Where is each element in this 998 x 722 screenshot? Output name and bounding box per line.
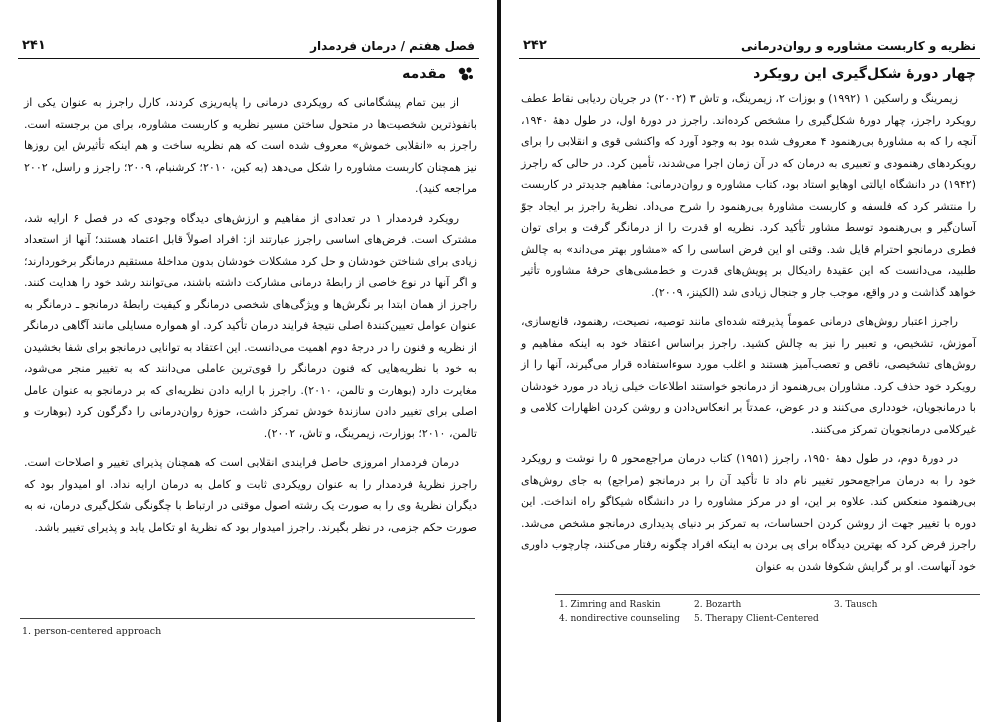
section-heading-four-periods bbox=[753, 66, 976, 82]
right-page bbox=[501, 0, 998, 722]
paragraph: از بین تمام پیشگامانی که رویکردی درمانی را پایه‌ریزی کردند، کارل راجرز به عنوان یکی از بانفوذترین شخصیت‌ها در متحول ساختن مسیر نظریه و کاربست مشاوره، برای من برجسته است. راجرز به «انقلابی خموش» معروف شده است که هم نظریه ساخت و هم اینکه تأثیرش این روزها نیز همچنان کاربست مشاوره را شکل می‌دهد (به کین، ۲۰۱۰؛ کرشنبام، ۲۰۰۹؛ راجرز و راسل، ۲۰۰۲ مراجعه کنید). bbox=[24, 96, 477, 195]
footnote-rule bbox=[555, 594, 980, 595]
footnote: 1. Zimring and Raskin bbox=[559, 600, 661, 610]
right-body-text bbox=[521, 88, 976, 588]
ornament-icon bbox=[457, 66, 475, 82]
paragraph: رویکرد فردمدار ۱ در تعدادی از مفاهیم و ارزش‌های دیدگاه وجودی که در فصل ۶ ارایه شد، مشترک است. فرض‌های اساسی راجرز عبارتند از: افراد اصولاً قابل اعتماد هستند؛ آنها از استعداد زیادی برای شناختن خودشان و حل کرد مشکلات خودشان بدون مداخلهٔ مستقیم درمانگر برخوردارند؛ و اگر آنها در نوع خاصی از رابطهٔ درمانی مشارکت داشته باشند، می‌توانند رشد خود را هدایت کنند. راجرز از همان ابتدا بر نگرش‌ها و ویژگی‌های شخصی درمانگر و کیفیت رابطهٔ درمانجو ـ درمانگر به عنوان عوامل تعیین‌کنندهٔ اصلی نتیجهٔ فرایند درمان تأکید کرد. او همواره مسایلی مانند آگاهی درمانگر از نظریه و فنون را در درجهٔ دوم اهمیت می‌دانست. این اعتقاد به توانایی درمانجو برای شفا بخشیدن به خود با نظریه‌هایی که فنون درمانگر را قوی‌ترین عاملی می‌دانند که به تغییر منجر می‌شود، مغایرت دارد (بوهارت و تالمن، ۲۰۱۰). راجرز با ارایه دادن نظریه‌ای که بر درمانجو به عنوان عامل اصلی برای تغییر دادن سازندهٔ خودش تمرکز داشت، حوزهٔ روان‌درمانی را دگرگون کرد (بوهارت و تالمن، ۲۰۱۰؛ بوزارت، زیمرینگ، و تاش، ۲۰۰۲). bbox=[24, 211, 478, 440]
section-heading-introduction bbox=[402, 66, 475, 82]
page-number: ۲۴۱ bbox=[22, 38, 46, 53]
left-page bbox=[0, 0, 497, 722]
left-footnote: 1. person-centered approach bbox=[22, 626, 162, 637]
chapter-title: فصل هفتم / درمان فردمدار bbox=[310, 39, 475, 53]
footnote: 2. Bozarth bbox=[694, 600, 742, 610]
left-body-text bbox=[24, 92, 477, 602]
paragraph: درمان فردمدار امروزی حاصل فرایندی انقلابی است که همچنان پذیرای تغییر و اصلاحات است. راجرز نظریهٔ فردمدار را به عنوان رویکردی ثابت و کامل به درمان ارایه نداد. او امیدوار بود که دیگران نظریهٔ وی را به صورت یک رشته اصول موقتی در ارتباط با چگونگی شکل‌گیری درمان، نه به صورت حکم جزمی، در نظر بگیرند. راجرز امیدوار بود که نظریهٔ او تکامل یابد و پذیرای تغییر باشد. bbox=[24, 456, 477, 534]
footnote-rule bbox=[20, 618, 475, 619]
paragraph: راجرز اعتبار روش‌های درمانی عموماً پذیرفته شده‌ای مانند توصیه، نصیحت، رهنمود، قانع‌سازی، آموزش، تشخیص، و تعبیر را نیز به چالش کشید. راجرز براساس اعتقاد خود به اینکه مفاهیم و روش‌های تشخیصی، ناقص و تعصب‌آمیز هستند و اغلب مورد سوءاستفاده قرار می‌گیرند، آنها را از رویکرد خود حذف کرد. مشاوران بی‌رهنمود از درمانجو خواستند اطلاعات خیلی زیاد در مورد خودشان با درمانجویان، خودداری می‌کنند و در عوض، عمدتاً بر انعکاس‌دادن و روشن کردن اظهارات کلامی و غیرکلامی درمانجویان تمرکز می‌کنند. bbox=[521, 315, 976, 436]
section-heading-text: چهار دورهٔ شکل‌گیری این رویکرد bbox=[753, 66, 976, 82]
footnote: 5. Therapy Client-Centered bbox=[694, 614, 819, 624]
left-page-header bbox=[18, 38, 479, 59]
footnote: 4. nondirective counseling bbox=[559, 614, 680, 624]
footnote: 3. Tausch bbox=[834, 600, 878, 610]
paragraph: زیمرینگ و راسکین ۱ (۱۹۹۲) و بوزات ۲، زیمرینگ، و تاش ۳ (۲۰۰۲) در جریان ردیابی نقاط عطف رویکرد راجرز، چهار دورهٔ شکل‌گیری را مشخص کرده‌اند. راجرز در دورهٔ اول، در طول دههٔ ۱۹۴۰، آنچه را که به مشاورهٔ بی‌رهنمود ۴ معروف شده بود به وجود آورد که واکنشی قوی و انقلابی را برای رویکردهای رهنمودی و تعبیری به درمان که در آن زمان اجرا می‌شدند، تأمین کرد. در حالی که راجرز (۱۹۴۲) در دانشگاه ایالتی اوهایو استاد بود، کتاب مشاوره و روان‌درمانی: مفاهیم جدیدتر در کاربست را منتشر کرد که فلسفه و کاربست مشاورهٔ بی‌رهنمود را شرح می‌داد. نظریهٔ راجرز بر ایجاد جوّ آسان‌گیر و بی‌رهنمود توسط مشاور تأکید کرد. نظریه او قدرت را از درمانگر گرفت و برای توان فطری درمانجو احترام قایل شد. وقتی او این فرض اساسی را که «مشاور بهتر می‌داند» به چالش طلبید، می‌دانست که این عقیدهٔ رادیکال بر پویش‌های قدرت و خط‌مشی‌های حرفهٔ مشاوره تأثیر خواهد گذاشت و در واقع، موجب جار و جنجال زیادی شد (الکینز، ۲۰۰۹). bbox=[521, 92, 977, 299]
page-number: ۲۴۲ bbox=[523, 38, 547, 53]
section-heading-text: مقدمه bbox=[402, 66, 447, 82]
right-footnotes bbox=[559, 600, 964, 624]
right-page-header bbox=[519, 38, 980, 59]
paragraph: در دورهٔ دوم، در طول دههٔ ۱۹۵۰، راجرز (۱۹۵۱) کتاب درمان مراجع‌محور ۵ را نوشت و رویکرد خود را به درمان مراجع‌محور تغییر نام داد تا تأکید آن را بر درمانجو (مراجع) به جای روش‌های بی‌رهنمود منعکس کند. علاوه بر این، او در مرکز مشاوره را در دانشگاه شیکاگو راه انداخت. این دوره با تغییر جهت از روشن کردن احساسات، به تمرکز بر دنیای پدیداری درمانجو مشخص می‌شد. راجرز فرض کرد که بهترین دیدگاه برای پی بردن به اینکه افراد چگونه رفتار می‌کنند، چارچوب داوری خود آنهاست. او بر گرایش شکوفا شدن به عنوان bbox=[521, 452, 976, 573]
book-title: نظریه و کاربست مشاوره و روان‌درمانی bbox=[740, 39, 976, 53]
